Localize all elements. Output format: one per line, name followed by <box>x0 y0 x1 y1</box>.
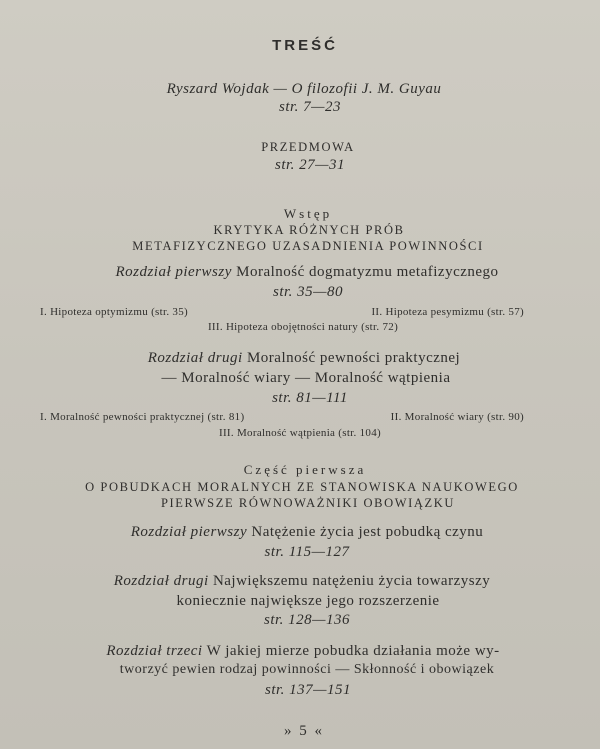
part1-chapter2-title-line2: koniecznie największe jego rozszerzenie <box>176 593 440 609</box>
page-title: TREŚĆ <box>272 37 338 54</box>
intro-chapter1-heading <box>0 265 600 280</box>
chapter-label: Rozdział drugi <box>147 350 243 366</box>
intro-essay-pages: str. 7—23 <box>278 99 342 115</box>
part1-chapter3-title-line2: tworzyć pewien rodzaj powinności — Skłonność i obowiązek <box>119 662 495 677</box>
preface-pages: str. 27—31 <box>274 157 346 173</box>
part1-chapter2-pages: str. 128—136 <box>263 612 351 628</box>
part1-chapter3-heading <box>0 644 600 659</box>
chapter-title: Moralność dogmatyzmu metafizycznego <box>236 264 499 280</box>
part1-label: Część pierwsza <box>243 462 367 477</box>
intro-chapter2-pages: str. 81—111 <box>272 390 348 406</box>
chapter-title: Natężenie życia jest pobudką czynu <box>251 524 484 540</box>
part1-chapter3-pages: str. 137—151 <box>264 682 352 698</box>
subsection-item: I. Moralność pewności praktycznej (str. 81) <box>40 411 245 423</box>
intro-chapter2-title-line2: — Moralność wiary — Moralność wątpienia <box>161 370 451 386</box>
preface-title: PRZEDMOWA <box>261 140 355 154</box>
intro-chapter2-subsections-line1 <box>40 412 524 423</box>
chapter-title: Moralność pewności praktycznej <box>246 350 461 366</box>
intro-chapter1-pages: str. 35—80 <box>272 284 344 300</box>
part1-subtitle-line2: PIERWSZE RÓWNOWAŻNIKI OBOWIĄZKU <box>160 496 455 510</box>
intro-chapter1-subsections-line2: III. Hipoteza obojętności natury (str. 72) <box>207 321 399 333</box>
chapter-label: Rozdział pierwszy <box>130 524 248 540</box>
part1-chapter1-pages: str. 115—127 <box>264 544 350 560</box>
introduction-label: Wstęp <box>283 206 333 221</box>
part1-chapter2-heading <box>0 574 600 589</box>
introduction-subtitle-line1: KRYTYKA RÓŻNYCH PRÓB <box>213 223 405 237</box>
subsection-item: II. Hipoteza pesymizmu (str. 57) <box>371 306 524 318</box>
chapter-label: Rozdział pierwszy <box>115 264 232 280</box>
subsection-item: I. Hipoteza optymizmu (str. 35) <box>40 306 188 318</box>
intro-chapter2-heading <box>0 351 600 366</box>
part1-subtitle-line1: O POBUDKACH MORALNYCH ZE STANOWISKA NAUKOWEGO <box>85 480 519 494</box>
subsection-item: II. Moralność wiary (str. 90) <box>390 411 524 423</box>
intro-chapter1-subsections-line1 <box>40 307 524 318</box>
chapter-title: Największemu natężeniu życia towarzyszy <box>212 573 491 589</box>
chapter-title: W jakiej mierze pobudka działania może wy- <box>206 643 500 659</box>
page-number: » 5 « <box>284 723 324 739</box>
intro-essay-title: Ryszard Wojdak — O filozofii J. M. Guyau <box>166 81 442 97</box>
chapter-label: Rozdział trzeci <box>106 643 203 659</box>
part1-chapter1-heading <box>0 525 600 540</box>
introduction-subtitle-line2: METAFIZYCZNEGO UZASADNIENIA POWINNOŚCI <box>132 239 484 253</box>
chapter-label: Rozdział drugi <box>113 573 209 589</box>
intro-chapter2-subsections-line2: III. Moralność wątpienia (str. 104) <box>218 427 381 439</box>
